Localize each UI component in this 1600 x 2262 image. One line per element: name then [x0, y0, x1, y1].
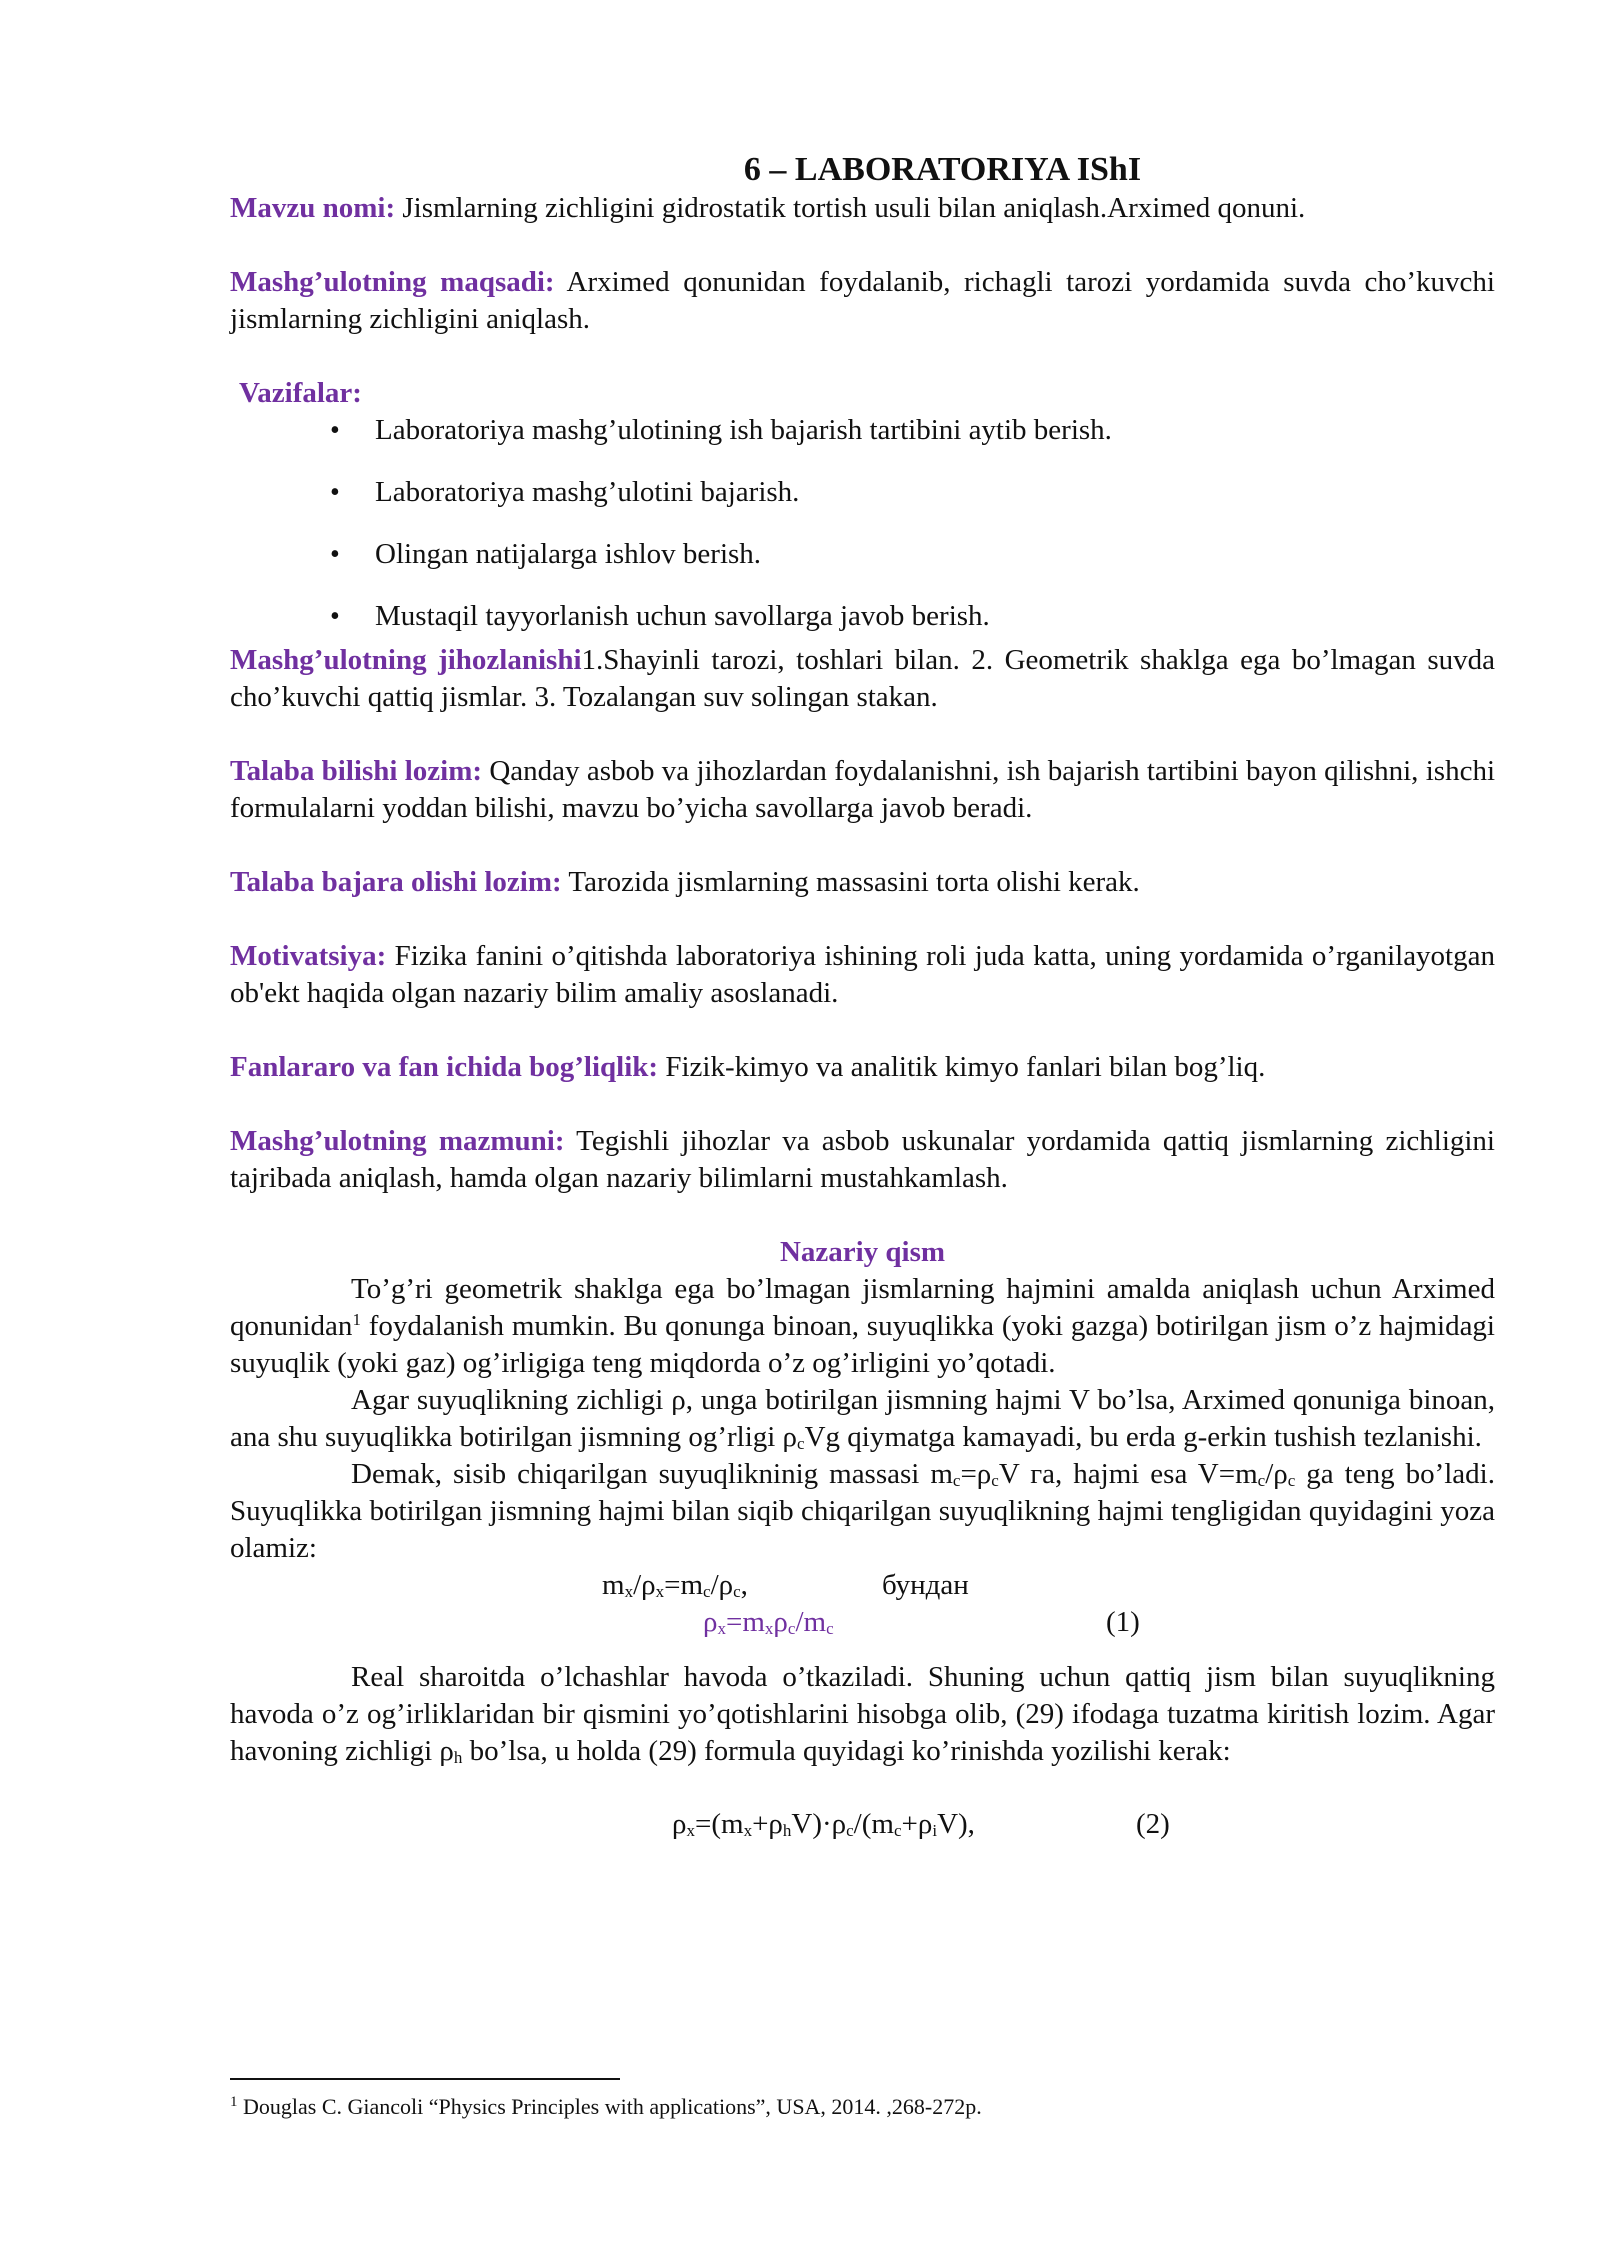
tasks-heading: [230, 375, 1495, 412]
equipment-paragraph: [230, 642, 1495, 716]
skills-label: Talaba bajara olishi lozim:: [230, 866, 562, 898]
goal-paragraph: [230, 264, 1495, 338]
bullet-icon: •: [330, 601, 340, 632]
task-text: Mustaqil tayyorlanish uchun savollarga javob berish.: [375, 600, 990, 632]
theory-paragraph-1: [230, 1271, 1495, 1382]
section-heading: Nazariy qism: [779, 1236, 946, 1268]
theory-text: /ρ: [1265, 1458, 1288, 1490]
equation-2-number: (2): [1136, 1808, 1170, 1840]
equation-1: $\rho_x=m_x\rho_c/m_c$: [703, 1606, 834, 1638]
theory-text: Demak, sisib chiqarilgan suyuqlikninig massasi m: [351, 1458, 953, 1490]
tasks-list: [230, 412, 1495, 642]
list-item: [330, 598, 1495, 642]
interdisciplinary-label: Fanlararo va fan ichida bog’liqlik:: [230, 1051, 659, 1083]
tasks-label: Vazifalar:: [239, 377, 362, 409]
theory-text: =ρ: [960, 1458, 992, 1490]
theory-paragraph-4: [230, 1659, 1495, 1770]
theory-text: V га, hajmi esa V=m: [998, 1458, 1258, 1490]
theory-paragraph-3: [230, 1456, 1495, 1567]
goal-label: Mashg’ulotning maqsadi:: [230, 266, 555, 298]
footnote-separator: [230, 2078, 620, 2080]
content-label: Mashg’ulotning mazmuni:: [230, 1125, 565, 1157]
theory-text: ga teng bo’ladi. Suyuqlikka botirilgan jismning hajmi bilan siqib chiqarilgan suyuqlikning hajmi tengligidan quyidagini yoza olamiz:: [230, 1458, 1495, 1564]
equation-line-a: [230, 1567, 1495, 1604]
goal-text: Arximed qonunidan foydalanib, richagli tarozi yordamida suvda cho’kuvchi jismlarning zichligini aniqlash.: [230, 266, 1495, 335]
footnote: [230, 2093, 982, 2121]
task-text: Olingan natijalarga ishlov berish.: [375, 538, 762, 570]
equation-2: $\rho_x=(m_x+\rho_hV)\cdot\rho_c/(m_c+\rho_iV)$,: [672, 1808, 975, 1840]
subscript: c: [1287, 1471, 1296, 1490]
theory-text: Agar suyuqlikning zichligi ρ, unga botirilgan jismning hajmi V bo’lsa, Arximed qonuniga binoan, ana shu suyuqlikka botirilgan jismning og’rligi ρ: [230, 1384, 1495, 1453]
equipment-label: Mashg’ulotning jihozlanishi: [230, 644, 582, 676]
task-text: Laboratoriya mashg’ulotining ish bajarish tartibini aytib berish.: [375, 414, 1112, 446]
topic-text: Jismlarning zichligini gidrostatik tortish usuli bilan aniqlash.Arximed qonuni.: [395, 192, 1306, 224]
subscript: h: [453, 1748, 463, 1767]
page-title: 6 – LABORATORIYA IShI: [743, 151, 1142, 188]
theory-text: foydalanish mumkin. Bu qonunga binoan, suyuqlikka (yoki gazga) botirilgan jism o’z hajmidagi suyuqlik (yoki gaz) og’irligiga teng miqdorda o’z og’irligini yo’qotadi.: [230, 1310, 1495, 1379]
knowledge-text: Qanday asbob va jihozlardan foydalanishni, ish bajarish tartibini bayon qilishni, ishchi formulalarni yoddan bilishi, mavzu bo’yicha savollarga javob beradi.: [230, 755, 1495, 824]
subscript: c: [952, 1471, 961, 1490]
subscript: c: [797, 1434, 805, 1453]
motivation-paragraph: [230, 938, 1495, 1012]
knowledge-label: Talaba bilishi lozim:: [230, 755, 483, 787]
equation-a-word: бундан: [882, 1569, 969, 1601]
motivation-label: Motivatsiya:: [230, 940, 387, 972]
theory-text: bo’lsa, u holda (29) formula quyidagi ko’rinishda yozilishi kerak:: [462, 1735, 1231, 1767]
equipment-text: 1.Shayinli tarozi, toshlari bilan. 2. Geometrik shaklga ega bo’lmagan suvda cho’kuvchi qattiq jismlar. 3. Tozalangan suv solingan stakan.: [230, 644, 1495, 713]
knowledge-paragraph: [230, 753, 1495, 827]
skills-text: Tarozida jismlarning massasini torta olishi kerak.: [561, 866, 1140, 898]
theory-text: Real sharoitda o’lchashlar havoda o’tkaziladi. Shuning uchun qattiq jism bilan suyuqlikning havoda o’z og’irliklaridan bir qismini yo’qotishlarini hisobga olib, (29) ifodaga tuzatma kiritish lozim. Agar havoning zichligi ρ: [230, 1661, 1495, 1767]
theory-text: Vg qiymatga kamayadi, bu erda g-erkin tushish tezlanishi.: [804, 1421, 1482, 1453]
footnote-text: Douglas C. Giancoli “Physics Principles with applications”, USA, 2014. ,268-272p.: [237, 2094, 982, 2119]
skills-paragraph: [230, 864, 1495, 901]
list-item: [330, 536, 1495, 598]
bullet-icon: •: [330, 539, 340, 570]
subscript: c: [991, 1471, 999, 1490]
equation-line-2: [230, 1806, 1495, 1843]
footnote-ref: 1: [352, 1310, 361, 1329]
topic-label: Mavzu nomi:: [230, 192, 396, 224]
interdisciplinary-text: Fizik-kimyo va analitik kimyo fanlari bilan bog’liq.: [658, 1051, 1266, 1083]
list-item: [330, 474, 1495, 536]
theory-paragraph-2: [230, 1382, 1495, 1456]
equation-a: $m_x/\rho_x=m_c/\rho_c$,: [602, 1569, 748, 1601]
document-page: [230, 150, 1495, 1843]
bullet-icon: •: [330, 477, 340, 508]
subscript: c: [1257, 1471, 1266, 1490]
equation-line-1: [230, 1604, 1495, 1641]
task-text: Laboratoriya mashg’ulotini bajarish.: [375, 476, 800, 508]
list-item: [330, 412, 1495, 474]
motivation-text: Fizika fanini o’qitishda laboratoriya ishining roli juda katta, uning yordamida o’rganilayotgan ob'ekt haqida olgan nazariy bilim amaliy asoslanadi.: [230, 940, 1495, 1009]
topic-paragraph: [230, 190, 1495, 227]
theory-text: To’g’ri geometrik shaklga ega bo’lmagan jismlarning hajmini amalda aniqlash uchun Arximed qonunidan: [230, 1273, 1495, 1342]
content-text: Tegishli jihozlar va asbob uskunalar yordamida qattiq jismlarning zichligini tajribada aniqlash, hamda olgan nazariy bilimlarni mustahkamlash.: [230, 1125, 1495, 1194]
footnote-mark: 1: [230, 2094, 238, 2110]
bullet-icon: •: [330, 415, 340, 446]
content-paragraph: [230, 1123, 1495, 1197]
equation-1-number: (1): [1106, 1606, 1140, 1638]
interdisciplinary-paragraph: [230, 1049, 1495, 1086]
